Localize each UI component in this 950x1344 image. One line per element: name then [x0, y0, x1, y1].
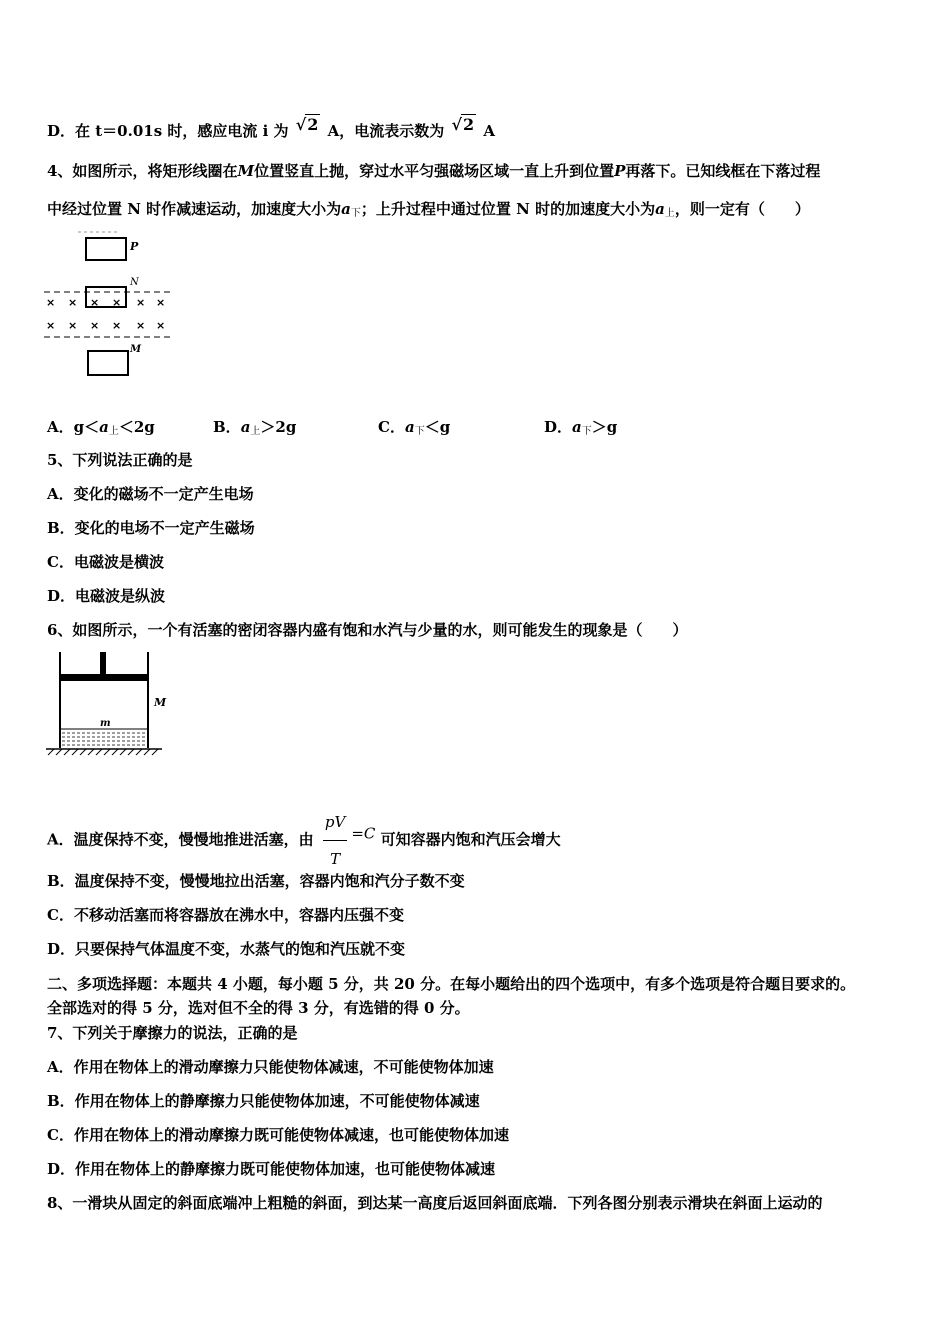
label-m: M	[130, 344, 142, 355]
q7-option-d: D．作用在物体上的静摩擦力既可能使物体加速，也可能使物体减速	[47, 1160, 496, 1178]
svg-text:×: ×	[90, 319, 100, 332]
q3-option-d-suffix: A	[483, 122, 496, 140]
q4-figure	[44, 230, 174, 380]
sqrt-symbol: √2	[295, 115, 319, 134]
q3-option-d-mid: A，电流表示数为	[327, 122, 445, 140]
q5-option-b: B．变化的电场不一定产生磁场	[47, 519, 255, 537]
svg-text:×: ×	[136, 296, 146, 309]
q7-option-c: C．作用在物体上的滑动摩擦力既可能使物体减速，也可能使物体加速	[47, 1126, 509, 1144]
q5-stem: 5、下列说法正确的是	[47, 451, 193, 469]
q4-stem-line2: 中经过位置 N 时作减速运动，加速度大小为$a_下$；上升过程中通过位置 N 时的加速度大小为$a_上$，则一定有（ ）	[47, 200, 810, 219]
coil-at-m	[88, 351, 128, 375]
label-water-m: m	[100, 718, 111, 729]
section2-line2: 全部选对的得 5 分，选对但不全的得 3 分，有选错的得 0 分。	[47, 999, 470, 1017]
q6-option-d: D．只要保持气体温度不变，水蒸气的饱和汽压就不变	[47, 940, 406, 958]
svg-text:×: ×	[46, 319, 56, 332]
q4-option-c: C．$a_下<g$	[378, 418, 451, 437]
q3-option-d-prefix: D．在 t＝0.01s 时，感应电流 i 为	[47, 122, 289, 140]
svg-text:×: ×	[46, 296, 56, 309]
section2-line1: 二、多项选择题：本题共 4 小题，每小题 5 分，共 20 分。在每小题给出的四个选项中，有多个选项是符合题目要求的。	[47, 975, 856, 993]
water-layer	[62, 733, 146, 745]
label-container-m: M	[154, 696, 167, 709]
ground-hatch	[48, 749, 158, 755]
svg-text:×: ×	[136, 319, 146, 332]
q4-option-b: B．$a_上>2g$	[213, 418, 297, 437]
label-n: N	[130, 277, 139, 288]
q5-option-a: A．变化的磁场不一定产生电场	[47, 485, 254, 503]
q4-option-a: A．$g<a_上<2g$	[47, 418, 155, 437]
q6-option-b: B．温度保持不变，慢慢地拉出活塞，容器内饱和汽分子数不变	[47, 872, 465, 890]
q4-stem-line1: 4、如图所示，将矩形线圈在M位置竖直上抛，穿过水平匀强磁场区域一直上升到位置P再落下。已知线框在下落过程	[47, 162, 821, 180]
q5-option-d: D．电磁波是纵波	[47, 587, 166, 605]
svg-text:×: ×	[112, 296, 122, 309]
piston-rod	[100, 652, 106, 676]
label-p: P	[130, 240, 139, 253]
q4-option-d: D．$a_下>g$	[544, 418, 618, 437]
q7-option-a: A．作用在物体上的滑动摩擦力只能使物体减速，不可能使物体加速	[47, 1058, 494, 1076]
q6-option-c: C．不移动活塞而将容器放在沸水中，容器内压强不变	[47, 906, 404, 924]
q5-option-c: C．电磁波是横波	[47, 553, 164, 571]
q8-stem: 8、一滑块从固定的斜面底端冲上粗糙的斜面，到达某一高度后返回斜面底端．下列各图分别表示滑块在斜面上运动的	[47, 1194, 823, 1212]
sqrt-symbol: √2	[451, 115, 475, 134]
coil-at-p	[86, 238, 126, 260]
q3-option-d	[47, 114, 495, 141]
svg-text:×: ×	[112, 319, 122, 332]
q6-stem: 6、如图所示，一个有活塞的密闭容器内盛有饱和水汽与少量的水，则可能发生的现象是（ ）	[47, 621, 688, 639]
svg-text:×: ×	[68, 319, 78, 332]
svg-text:×: ×	[156, 296, 166, 309]
svg-text:×: ×	[156, 319, 166, 332]
formula-fraction: $\frac{pV}{T}$	[323, 804, 347, 877]
q6-option-a: A．温度保持不变，慢慢地推进活塞，由 $\frac{pV}{T}$ =C 可知容器内饱和汽压会增大	[47, 804, 561, 877]
field-x-marks	[46, 296, 165, 332]
q7-option-b: B．作用在物体上的静摩擦力只能使物体加速，不可能使物体减速	[47, 1092, 480, 1110]
svg-text:×: ×	[68, 296, 78, 309]
piston	[60, 674, 148, 681]
q6-figure	[44, 648, 174, 758]
q7-stem: 7、下列关于摩擦力的说法，正确的是	[47, 1024, 298, 1042]
svg-text:×: ×	[90, 296, 100, 309]
